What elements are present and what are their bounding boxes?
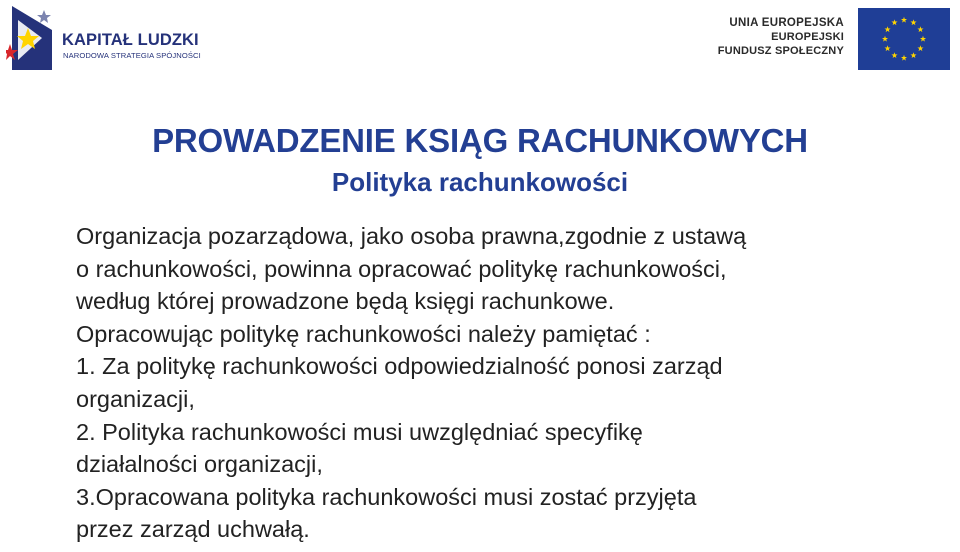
eu-logo-line1: UNIA EUROPEJSKA bbox=[729, 17, 844, 29]
eu-logo bbox=[717, 8, 950, 70]
body-line: o rachunkowości, powinna opracować politykę rachunkowości, bbox=[76, 255, 727, 282]
kapital-ludzki-title: KAPITAŁ LUDZKI bbox=[62, 31, 199, 49]
body-line: Opracowując politykę rachunkowości należy pamiętać : bbox=[76, 320, 651, 347]
body-line: Organizacja pozarządowa, jako osoba prawna,zgodnie z ustawą bbox=[76, 223, 747, 249]
kapital-ludzki-logo-icon bbox=[6, 4, 58, 72]
slide-title: PROWADZENIE KSIĄG RACHUNKOWYCH bbox=[152, 122, 808, 159]
body-line: 1. Za politykę rachunkowości odpowiedzialność ponosi zarząd bbox=[76, 353, 723, 380]
body-line: według której prowadzone będą księgi rachunkowe. bbox=[76, 288, 615, 315]
eu-logo-line3: FUNDUSZ SPOŁECZNY bbox=[717, 45, 844, 57]
kapital-ludzki-logo bbox=[6, 4, 216, 74]
slide-subtitle: Polityka rachunkowości bbox=[331, 167, 629, 197]
eu-flag-icon bbox=[858, 8, 950, 70]
slide-body bbox=[76, 220, 916, 546]
kapital-ludzki-subtitle: NARODOWA STRATEGIA SPÓJNOŚCI bbox=[63, 51, 201, 60]
eu-logo-line2: EUROPEJSKI bbox=[771, 31, 844, 43]
body-line: 2. Polityka rachunkowości musi uwzględniać specyfikę bbox=[76, 418, 643, 445]
body-line: organizacji, bbox=[76, 385, 195, 412]
eu-logo-text bbox=[718, 16, 844, 58]
body-line: działalności organizacji, bbox=[76, 451, 323, 478]
body-line: 3.Opracowana polityka rachunkowości musi zostać przyjęta bbox=[76, 483, 697, 510]
body-line: przez zarząd uchwałą. bbox=[76, 516, 310, 543]
